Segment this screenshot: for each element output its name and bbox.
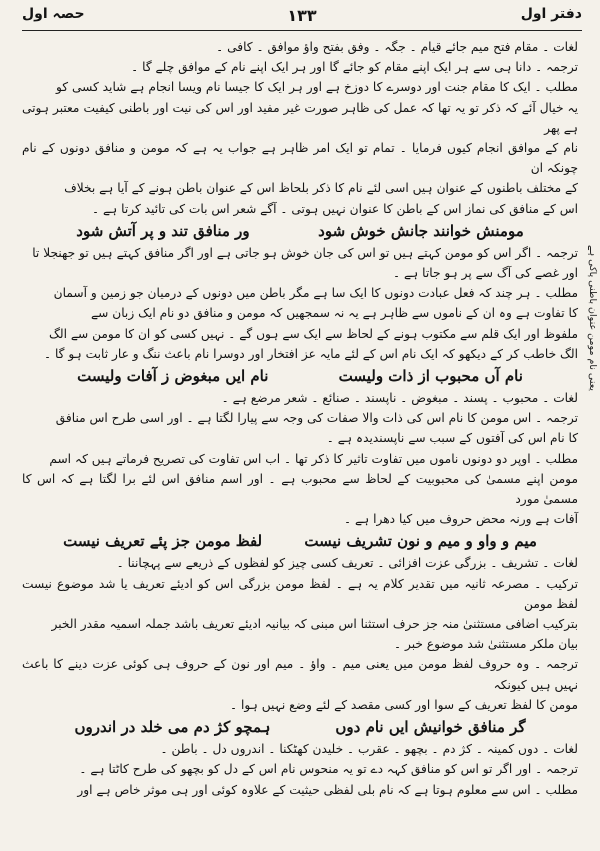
text-line: الگ خاطب کر کے دیکھو کہ ایک نام اس کے لئے مایہ عز افتخار اور دوسرا نام باعث ننگ و عار ثابت ہو گا ۔ bbox=[43, 346, 578, 361]
verse-couplet bbox=[22, 529, 578, 553]
text-line: مطلب ۔ اوپر دو دونوں ناموں میں تفاوت تاثیر کا ذکر تھا ۔ اب اس تفاوت کی تصریح فرماتے ہیں کہ اسم bbox=[49, 451, 578, 466]
text-line: آفات ہے ورنہ محض حروف میں کیا دھرا ہے ۔ bbox=[343, 512, 578, 527]
page-header bbox=[22, 6, 582, 31]
verse-couplet bbox=[22, 715, 578, 739]
text-line: کا نام اس کی آفتوں کے سبب سے ناپسندیدہ ہے ۔ bbox=[326, 431, 578, 446]
verse-first-half: گر منافق خوانیش ایں نام دوں bbox=[335, 718, 526, 737]
verse-second-half: ور منافق تند و پر آتش شود bbox=[76, 221, 250, 240]
verse-couplet bbox=[22, 219, 578, 243]
text-line: مومن اپنے مسمیٰ کی محبوبیت کے لحاظ سے محبوب ہے ۔ اور اسم منافق اس لئے برا لگتا ہے کہ اس کا مسمیٰ مورد bbox=[22, 471, 578, 507]
text-line: لغات ۔ محبوب ۔ پسند ۔ مبغوض ۔ ناپسند ۔ صنائع ۔ شعر مرضع ہے ۔ bbox=[221, 391, 578, 406]
verse-first-half: مومنش خوانند جانش خوش شود bbox=[318, 221, 524, 240]
text-line: ترکیب ۔ مصرعہ ثانیہ میں تقدیر کلام یہ ہے ۔ لفظ مومن بزرگی اس کو ادیئے تعریف یا شد موضوع نیست لفظ مومن bbox=[22, 576, 578, 611]
verse-first-half: میم و واو و میم و نون تشریف نیست bbox=[304, 532, 537, 551]
page-body bbox=[22, 37, 582, 800]
text-line: ترجمہ ۔ اگر اس کو مومن کہتے ہیں تو اس کی جان خوش ہو جاتی ہے اور اگر منافق کہتے ہیں تو جھنجلا تا bbox=[32, 245, 578, 260]
text-line: مطلب ۔ ایک کا مقام جنت اور دوسرے کا دوزخ ہے اور ہر ایک کا جیسا نام ویسا انجام ہے شاید کسی کو bbox=[55, 80, 578, 95]
text-line: ترجمہ ۔ اور اگر تو اس کو منافق کہہ دے تو یہ منحوس نام اس کے دل کو بچھو کی طرح کاٹتا ہے ۔ bbox=[79, 762, 578, 777]
text-line: ترجمہ ۔ اس مومن کا نام اس کی ذات والا صفات کی وجہ سے پیارا لگتا ہے ۔ اور اسی طرح اس منافق bbox=[55, 411, 578, 426]
text-line: بیان ملکر مستثنیٰ شد موضوع خبر ۔ bbox=[393, 637, 578, 652]
text-line: مطلب ۔ ہر چند کہ فعل عبادت دونوں کا ایک سا ہے مگر باطن میں دونوں کے درمیان جو زمین و آسمان bbox=[53, 286, 578, 301]
text-line: ترجمہ ۔ دانا ہی سے ہر ایک اپنے مقام کو جائے گا اور ہر ایک اپنے نام کے موافق چلے گا ۔ bbox=[131, 60, 578, 75]
text-line: ترجمہ ۔ وہ حروف لفظ مومن میں یعنی میم ۔ واؤ ۔ میم اور نون کے حروف ہی کوئی عزت دینے کا باعث نہیں ہیں کیونکہ bbox=[22, 657, 578, 692]
verse-second-half: ہمچو کژ دم می خلد در اندروں bbox=[74, 718, 271, 737]
text-line: کا تفاوت ہے وہ ان کے ناموں سے ظاہر ہے یہ نہ سمجھیں کہ مومن و منافق دو نام ایک زبان سے bbox=[91, 306, 578, 321]
verse-first-half: نام آں محبوب از ذات ولیست bbox=[338, 367, 523, 386]
text-line: ملفوظ اور ایک قلم سے مکتوب ہونے کے لحاظ سے ایک سے ہوں گے ۔ نہیں کسی کو ان کا مومن سے الگ bbox=[48, 326, 578, 341]
verse-second-half: لفظ مومن جز پئے تعریف نیست bbox=[63, 532, 263, 551]
text-line: بترکیب اضافی مستثنیٰ منہ جز حرف استثنا اس مبنی کہ بیانیہ ادیئے تعریف باشد جملہ اسمیہ مقدر الخبر bbox=[51, 617, 578, 632]
text-line: اس کے منافق کی نماز اس کے باطن کا عنوان نہیں ہوتی ۔ آگے شعر اس بات کی تائید کرتا ہے ۔ bbox=[91, 201, 578, 216]
text-line: لغات ۔ دوں کمینہ ۔ کژ دم ۔ بچھو ۔ عقرب ۔ خلیدن کھٹکنا ۔ اندروں دل ۔ باطن ۔ bbox=[160, 742, 578, 757]
text-line: نام کے موافق انجام کیوں فرمایا ۔ تمام تو ایک امر ظاہر ہے جواب یہ ہے کہ مومن و منافق دونوں کے نام چونکہ ان bbox=[22, 141, 578, 176]
verse-second-half: نام ایں مبغوض ز آفات ولیست bbox=[77, 367, 269, 386]
text-line: کے مختلف باطنوں کے عنوان ہیں اسی لئے نام کا ذکر بلحاظ اس کے عنوان باطن ہونے کے آیا ہے بخلاف bbox=[64, 181, 578, 196]
book-volume-label: دفتر اول bbox=[520, 6, 582, 22]
text-line: مومن کا لفظ تعریف کے سوا اور کسی مقصد کے لئے وضع نہیں ہوا ۔ bbox=[230, 697, 578, 712]
text-line: مطلب ۔ اس سے معلوم ہوتا ہے کہ نام بلی لفظی حیثیت کے علاوہ کوئی اور ہی موثر خاص ہے اور bbox=[77, 782, 578, 797]
text-line: یہ خیال آئے کہ ذکر تو یہ تھا کہ عمل کی ظاہر صورت غیر مفید اور اس کی نیت اور باطنی کیفیت معتبر ہوتی ہے پھر bbox=[22, 100, 578, 135]
part-label: حصہ اول bbox=[22, 6, 85, 22]
text-line: لغات ۔ تشریف ۔ بزرگی عزت افزائی ۔ تعریف کسی چیز کو لفظوں کے ذریعے سے پہچاننا ۔ bbox=[116, 556, 578, 571]
text-line: اور غصے کی آگ سے پر ہو جاتا ہے ۔ bbox=[392, 266, 578, 281]
page-number: ۱۳۳ bbox=[287, 6, 317, 25]
text-line: لغات ۔ مقام فتح میم جائے قیام ۔ جگہ ۔ وفق بفتح واؤ موافق ۔ کافی ۔ bbox=[216, 40, 578, 54]
verse-couplet bbox=[22, 364, 578, 388]
margin-note: یعنی نام مومن عنوان باطنی پاکی ہے bbox=[587, 245, 598, 391]
